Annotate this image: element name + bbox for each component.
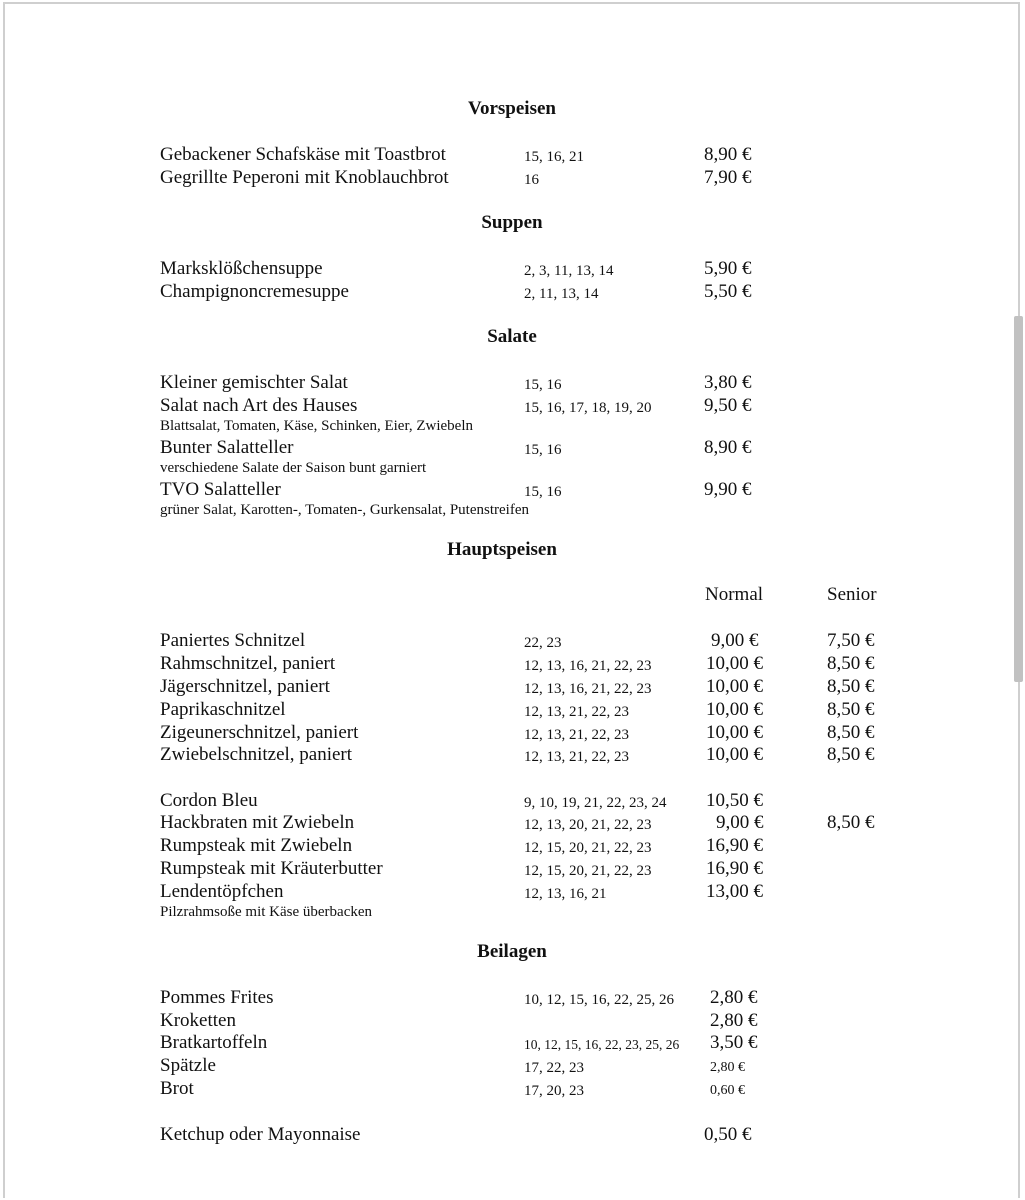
item-name: Gegrillte Peperoni mit Knoblauchbrot <box>160 167 449 188</box>
menu-item <box>0 395 1000 418</box>
item-name: Cordon Bleu <box>160 790 258 811</box>
item-price: 9,50 € <box>704 395 752 416</box>
item-allergens: 15, 16, 21 <box>524 149 584 165</box>
item-price-normal: 16,90 € <box>706 858 763 879</box>
menu-item <box>0 699 1000 722</box>
item-allergens: 12, 13, 20, 21, 22, 23 <box>524 817 652 833</box>
item-allergens: 9, 10, 19, 21, 22, 23, 24 <box>524 795 667 811</box>
item-price-normal: 13,00 € <box>706 881 763 902</box>
menu-item <box>0 1032 1000 1055</box>
menu-item <box>0 722 1000 745</box>
menu-item <box>0 144 1000 167</box>
section-heading-beilagen: Beilagen <box>477 941 547 962</box>
menu-item <box>0 653 1000 676</box>
item-price-senior: 8,50 € <box>827 699 875 720</box>
section-heading-salate: Salate <box>487 326 537 347</box>
menu-item <box>0 372 1000 395</box>
item-name: Rahmschnitzel, paniert <box>160 653 336 674</box>
item-name: Kroketten <box>160 1010 236 1031</box>
item-description: Blattsalat, Tomaten, Käse, Schinken, Eier, Zwiebeln <box>160 418 473 434</box>
menu-item <box>0 167 1000 190</box>
item-price: 5,90 € <box>704 258 752 279</box>
item-allergens: 10, 12, 15, 16, 22, 25, 26 <box>524 992 674 1008</box>
item-name: Champignoncremesuppe <box>160 281 349 302</box>
item-price: 5,50 € <box>704 281 752 302</box>
section-heading-hauptspeisen: Hauptspeisen <box>447 539 557 560</box>
item-name: Spätzle <box>160 1055 216 1076</box>
item-price: 2,80 € <box>710 1010 758 1031</box>
item-price-normal: 9,00 € <box>716 812 764 833</box>
menu-item <box>0 744 1000 767</box>
menu-item <box>0 630 1000 653</box>
item-price: 3,80 € <box>704 372 752 393</box>
item-name: Gebackener Schafskäse mit Toastbrot <box>160 144 446 165</box>
item-price-senior: 8,50 € <box>827 676 875 697</box>
item-name: Bunter Salatteller <box>160 437 294 458</box>
menu-item <box>0 987 1000 1010</box>
item-price-senior: 8,50 € <box>827 653 875 674</box>
item-price-normal: 10,50 € <box>706 790 763 811</box>
item-allergens: 12, 13, 21, 22, 23 <box>524 749 629 765</box>
section-heading-suppen: Suppen <box>481 212 543 233</box>
item-description: Pilzrahmsoße mit Käse überbacken <box>160 904 373 920</box>
item-name: Rumpsteak mit Zwiebeln <box>160 835 353 856</box>
item-allergens: 12, 13, 16, 21, 22, 23 <box>524 681 652 697</box>
item-allergens: 15, 16 <box>524 377 562 393</box>
item-name: Salat nach Art des Hauses <box>160 395 358 416</box>
item-name: Marksklößchensuppe <box>160 258 323 279</box>
item-name: Rumpsteak mit Kräuterbutter <box>160 858 383 879</box>
menu-item <box>0 281 1000 304</box>
menu-item <box>0 835 1000 858</box>
item-name: Lendentöpfchen <box>160 881 284 902</box>
menu-item <box>0 437 1000 460</box>
item-name: Paniertes Schnitzel <box>160 630 306 651</box>
item-price: 2,80 € <box>710 1060 745 1075</box>
item-allergens: 10, 12, 15, 16, 22, 23, 25, 26 <box>524 1037 680 1052</box>
item-price: 8,90 € <box>704 437 752 458</box>
item-price-normal: 10,00 € <box>706 722 763 743</box>
item-price-normal: 10,00 € <box>706 699 763 720</box>
item-name: Bratkartoffeln <box>160 1032 268 1053</box>
item-allergens: 17, 20, 23 <box>524 1083 584 1099</box>
item-name: TVO Salatteller <box>160 479 281 500</box>
item-name: Jägerschnitzel, paniert <box>160 676 330 697</box>
column-header-normal: Normal <box>705 584 764 605</box>
item-price: 7,90 € <box>704 167 752 188</box>
item-price-normal: 9,00 € <box>711 630 759 651</box>
menu-item <box>0 881 1000 904</box>
item-price: 8,90 € <box>704 144 752 165</box>
item-name: Hackbraten mit Zwiebeln <box>160 812 355 833</box>
menu-item <box>0 1055 1000 1078</box>
item-allergens: 12, 13, 21, 22, 23 <box>524 727 629 743</box>
item-allergens: 15, 16 <box>524 442 562 458</box>
item-name: Kleiner gemischter Salat <box>160 372 348 393</box>
item-price-senior: 8,50 € <box>827 744 875 765</box>
item-price-normal: 10,00 € <box>706 676 763 697</box>
item-allergens: 16 <box>524 172 539 188</box>
menu-item <box>0 790 1000 813</box>
menu-item <box>0 812 1000 835</box>
item-allergens: 12, 15, 20, 21, 22, 23 <box>524 840 652 856</box>
item-name: Zwiebelschnitzel, paniert <box>160 744 353 765</box>
item-allergens: 22, 23 <box>524 635 562 651</box>
item-allergens: 12, 13, 16, 21 <box>524 886 607 902</box>
section-heading-vorspeisen: Vorspeisen <box>468 98 556 119</box>
item-allergens: 12, 13, 16, 21, 22, 23 <box>524 658 652 674</box>
item-name: Paprikaschnitzel <box>160 699 286 720</box>
item-name: Brot <box>160 1078 194 1099</box>
item-description: grüner Salat, Karotten-, Tomaten-, Gurkensalat, Putenstreifen <box>160 502 529 518</box>
item-allergens: 12, 13, 21, 22, 23 <box>524 704 629 720</box>
item-allergens: 2, 11, 13, 14 <box>524 286 599 302</box>
item-allergens: 15, 16, 17, 18, 19, 20 <box>524 400 652 416</box>
item-allergens: 12, 15, 20, 21, 22, 23 <box>524 863 652 879</box>
menu-item <box>0 676 1000 699</box>
item-price-senior: 8,50 € <box>827 812 875 833</box>
menu-item <box>0 858 1000 881</box>
item-allergens: 15, 16 <box>524 484 562 500</box>
item-description: verschiedene Salate der Saison bunt garniert <box>160 460 427 476</box>
item-name: Zigeunerschnitzel, paniert <box>160 722 359 743</box>
item-allergens: 17, 22, 23 <box>524 1060 584 1076</box>
item-name: Ketchup oder Mayonnaise <box>160 1124 361 1145</box>
scrollbar-thumb[interactable] <box>1014 316 1023 682</box>
item-price: 0,50 € <box>704 1124 752 1145</box>
item-name: Pommes Frites <box>160 987 274 1008</box>
menu-item <box>0 1078 1000 1101</box>
item-price: 3,50 € <box>710 1032 758 1053</box>
item-price-normal: 16,90 € <box>706 835 763 856</box>
item-price-normal: 10,00 € <box>706 744 763 765</box>
item-price: 9,90 € <box>704 479 752 500</box>
menu-item <box>0 1124 1000 1147</box>
column-header-senior: Senior <box>827 584 877 605</box>
menu-item <box>0 258 1000 281</box>
item-price-senior: 8,50 € <box>827 722 875 743</box>
item-allergens: 2, 3, 11, 13, 14 <box>524 263 614 279</box>
item-price: 0,60 € <box>710 1083 745 1098</box>
item-price-normal: 10,00 € <box>706 653 763 674</box>
menu-item <box>0 479 1000 502</box>
menu-item <box>0 1010 1000 1033</box>
item-price: 2,80 € <box>710 987 758 1008</box>
item-price-senior: 7,50 € <box>827 630 875 651</box>
